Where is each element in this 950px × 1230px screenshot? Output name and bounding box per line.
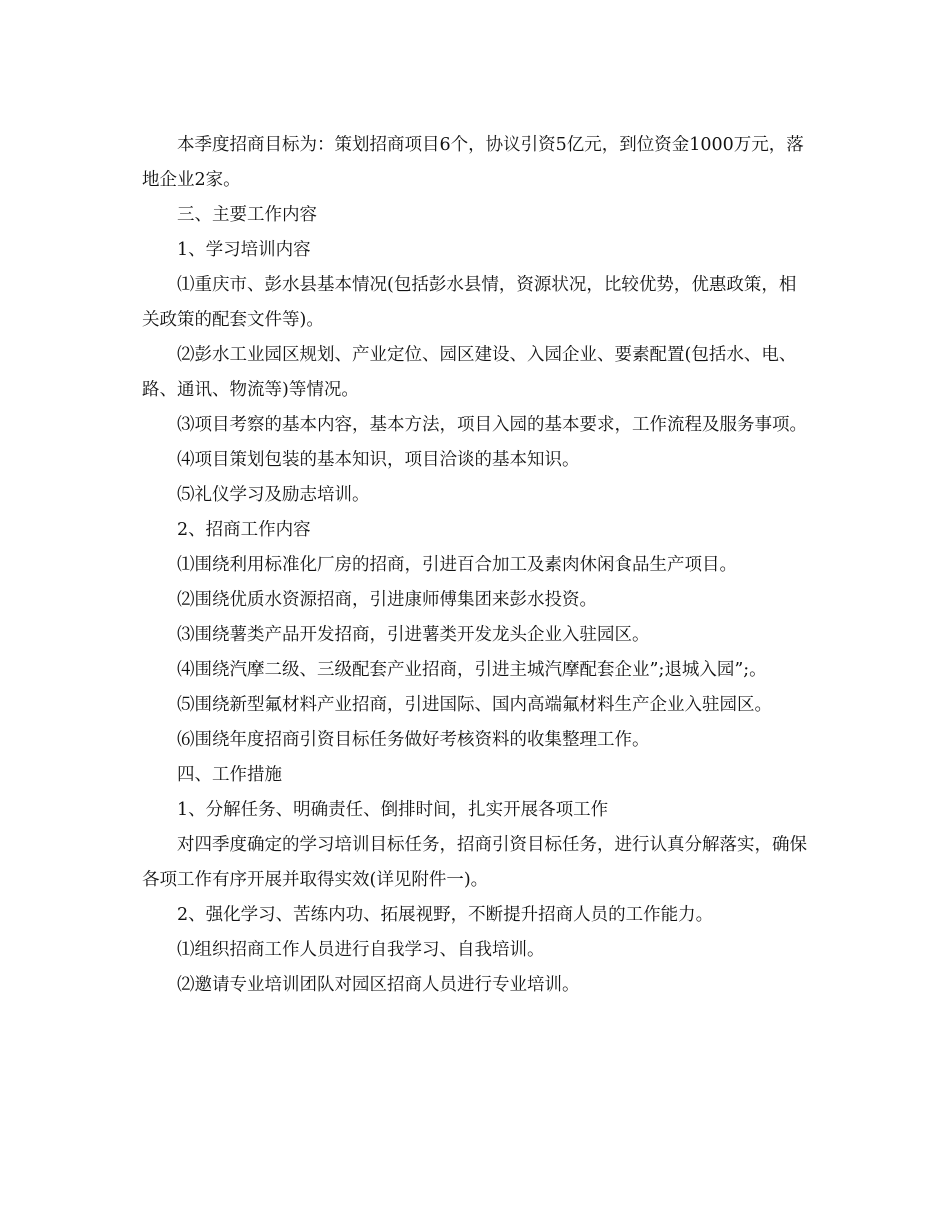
list-item: ⑷项目策划包装的基本知识，项目洽谈的基本知识。	[177, 450, 580, 470]
heading-main-work: 三、主要工作内容	[177, 205, 317, 225]
list-item: ⑵彭水工业园区规划、产业定位、园区建设、入园企业、要素配置(包括水、电、路、通讯、物流等)等情况。	[142, 345, 797, 400]
list-item: ⑴围绕利用标准化厂房的招商，引进百合加工及素肉休闲食品生产项目。	[177, 555, 737, 575]
paragraph-task-details: 对四季度确定的学习培训目标任务，招商引资目标任务，进行认真分解落实，确保各项工作有序开展并取得实效(详见附件一)。	[142, 835, 807, 890]
list-item: ⑸礼仪学习及励志培训。	[177, 485, 370, 505]
subheading-strengthen-learning: 2、强化学习、苦练内功、拓展视野，不断提升招商人员的工作能力。	[177, 905, 714, 925]
list-item: ⑹围绕年度招商引资目标任务做好考核资料的收集整理工作。	[177, 730, 650, 750]
subheading-decompose-tasks: 1、分解任务、明确责任、倒排时间，扎实开展各项工作	[177, 800, 609, 820]
list-item: ⑴重庆市、彭水县基本情况(包括彭水县情，资源状况，比较优势，优惠政策，相关政策的配套文件等)。	[142, 275, 797, 330]
list-item: ⑷围绕汽摩二级、三级配套产业招商，引进主城汽摩配套企业”;退城入园”;。	[177, 660, 767, 680]
list-item: ⑶围绕薯类产品开发招商，引进薯类开发龙头企业入驻园区。	[177, 625, 650, 645]
subheading-investment: 2、招商工作内容	[177, 520, 311, 540]
document-body	[142, 128, 812, 1003]
list-item: ⑵邀请专业培训团队对园区招商人员进行专业培训。	[177, 975, 580, 995]
subheading-training: 1、学习培训内容	[177, 240, 311, 260]
list-item: ⑸围绕新型氟材料产业招商，引进国际、国内高端氟材料生产企业入驻园区。	[177, 695, 772, 715]
list-item: ⑶项目考察的基本内容，基本方法，项目入园的基本要求，工作流程及服务事项。	[177, 415, 807, 435]
paragraph-quarter-target: 本季度招商目标为：策划招商项目6个，协议引资5亿元，到位资金1000万元，落地企业2家。	[142, 135, 804, 190]
heading-measures: 四、工作措施	[177, 765, 282, 785]
list-item: ⑴组织招商工作人员进行自我学习、自我培训。	[177, 940, 545, 960]
list-item: ⑵围绕优质水资源招商，引进康师傅集团来彭水投资。	[177, 590, 597, 610]
